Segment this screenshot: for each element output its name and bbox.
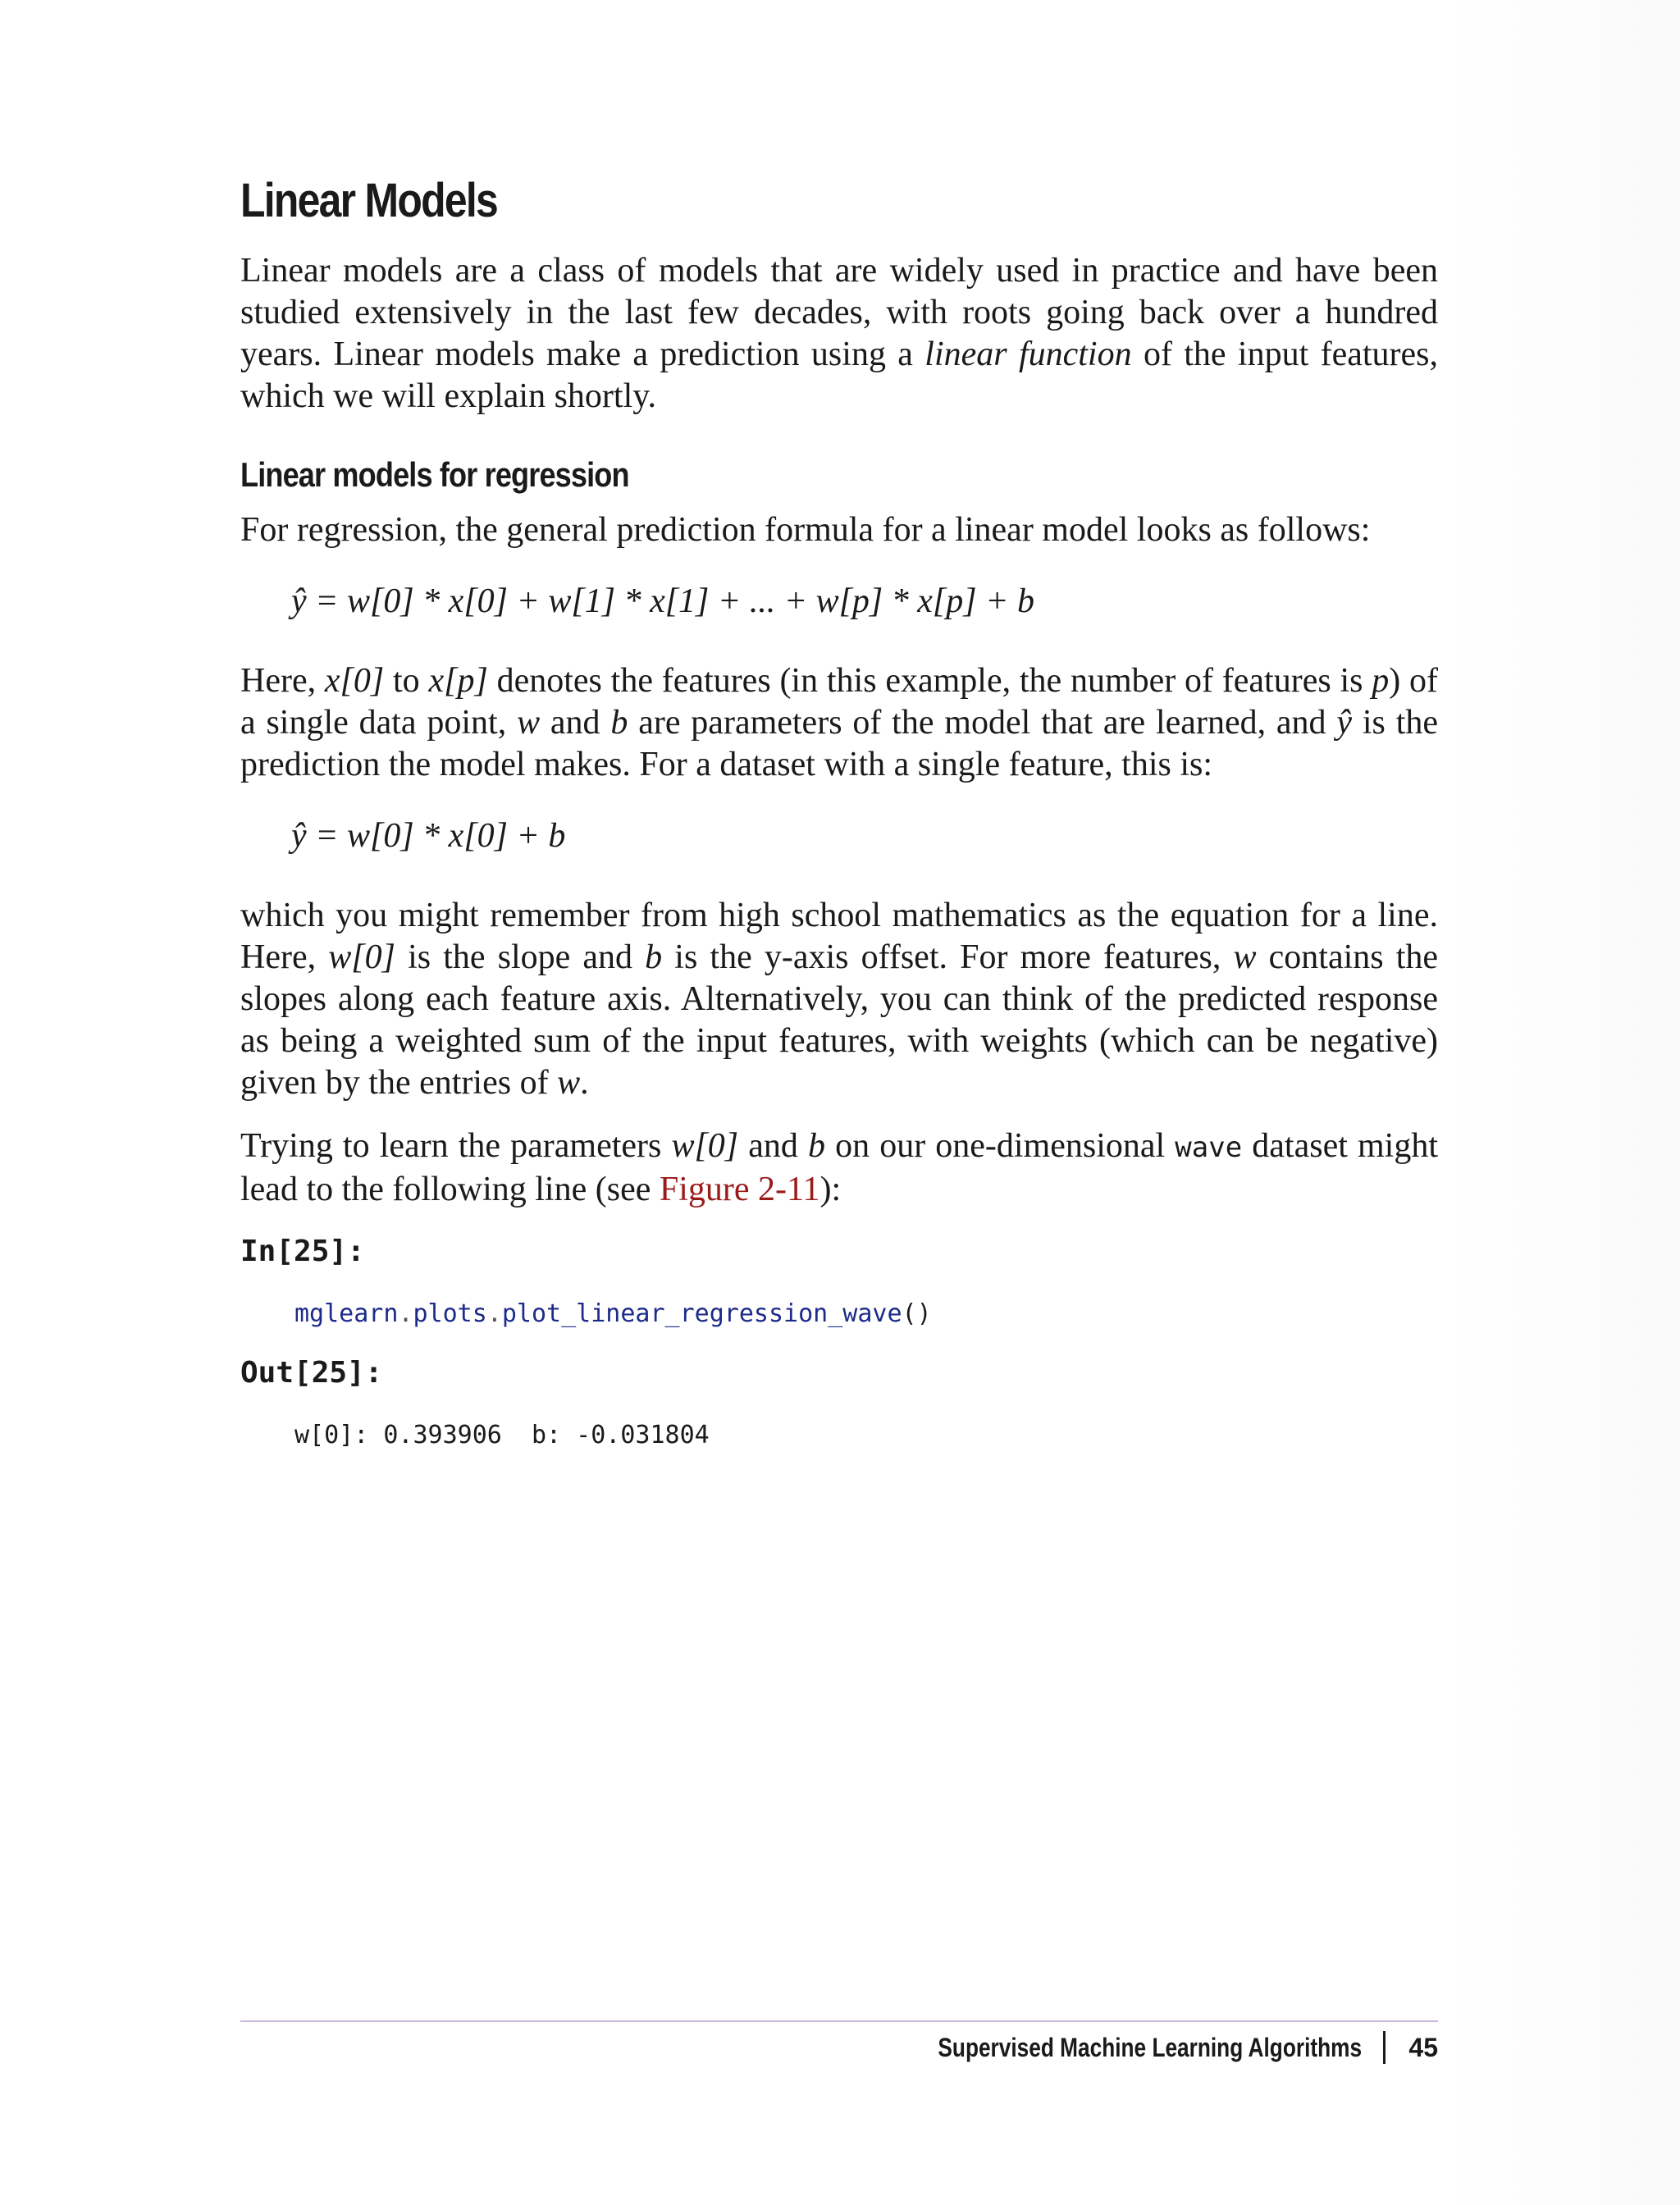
formula-general (291, 581, 1438, 623)
slope-paragraph (240, 895, 1438, 1104)
code-token: . (398, 1299, 413, 1328)
math-var: x[p] (428, 662, 488, 700)
page-edge-shade (1442, 0, 1680, 2205)
page-footer (845, 2029, 1438, 2066)
output-text: w[0]: 0.393906 b: -0.031804 (294, 1421, 710, 1449)
math-var: p (1372, 662, 1390, 700)
footer-rule (240, 2020, 1438, 2022)
lead-paragraph: For regression, the general prediction formula for a linear model looks as follows: (240, 511, 1371, 549)
math-var: b (610, 704, 628, 742)
math-var: w (557, 1064, 581, 1102)
formula-single (291, 815, 1438, 857)
text-run: is the prediction the model makes. For a dataset with a single feature, this is: (240, 704, 1439, 783)
text-run: is the y-axis offset. For more features, (674, 938, 1221, 976)
text-run: and (550, 704, 600, 742)
text-run: denotes the features (in this example, the number of features is (496, 662, 1363, 700)
text-run: on our one-dimensional (835, 1127, 1166, 1165)
intro-tail: of the input features, which we will explain shortly. (240, 336, 1439, 415)
text-run: Trying to learn the parameters (240, 1127, 662, 1165)
math-var: w (517, 704, 541, 742)
text-run: dataset might lead to the following line (see (240, 1127, 1438, 1208)
code-token: . (486, 1299, 502, 1328)
code-token: plots (413, 1299, 487, 1328)
page-number: 45 (1408, 2033, 1438, 2062)
text-run: ) of a single data point, (240, 662, 1439, 742)
code-token: plot_linear_regression_wave (501, 1299, 902, 1328)
text-run: to (393, 662, 420, 700)
text-run: and (748, 1127, 798, 1165)
input-code-line (294, 1298, 1438, 1331)
code-token: () (902, 1299, 932, 1328)
input-cell-label: In[25]: (240, 1235, 365, 1268)
intro-text: Linear models are a class of models that are widely used in practice and have been studied extensively in the last few decades, with roots going back over a hundred years. Linear models make a prediction using a (240, 252, 1438, 373)
math-var: b (808, 1127, 825, 1165)
math-var: w[0] (671, 1127, 739, 1165)
text-run: which you might remember from high school mathematics as the equation for a line. Here, (240, 897, 1438, 976)
math-var: ŷ (1336, 704, 1353, 742)
text-run: ): (819, 1171, 842, 1208)
intro-emphasis: linear function (924, 336, 1132, 373)
figure-link[interactable]: Figure 2-11 (659, 1171, 820, 1208)
output-cell-label: Out[25]: (240, 1356, 383, 1390)
math-var: w[0] (328, 938, 395, 976)
formula-general-text: ŷ = w[0] * x[0] + w[1] * x[1] + ... + w[p] * x[p] + b (291, 582, 1034, 620)
math-var: x[0] (324, 662, 385, 700)
text-run: Here, (240, 662, 317, 700)
section-title: Linear Models (240, 174, 498, 227)
code-token: mglearn (294, 1299, 399, 1328)
footer-separator (1383, 2031, 1386, 2064)
text-run: contains the slopes along each feature axis. Alternatively, you can think of the predicted response as being a weighted sum of the input features, with weights (which can be negative) given by the entries of (240, 938, 1439, 1102)
subsection-title: Linear models for regression (240, 455, 629, 494)
formula-single-text: ŷ = w[0] * x[0] + b (291, 817, 566, 855)
math-var: b (645, 938, 663, 976)
intro-paragraph (240, 250, 1438, 418)
inline-code: wave (1175, 1131, 1243, 1164)
text-run: . (580, 1064, 589, 1102)
wave-paragraph (240, 1125, 1438, 1211)
definitions-paragraph (240, 660, 1438, 786)
text-run: is the slope and (408, 938, 633, 976)
math-var: w (1233, 938, 1257, 976)
text-run: are parameters of the model that are learned, and (638, 704, 1326, 742)
page-content (240, 168, 1438, 1477)
running-footer-title: Supervised Machine Learning Algorithms (938, 2033, 1363, 2062)
